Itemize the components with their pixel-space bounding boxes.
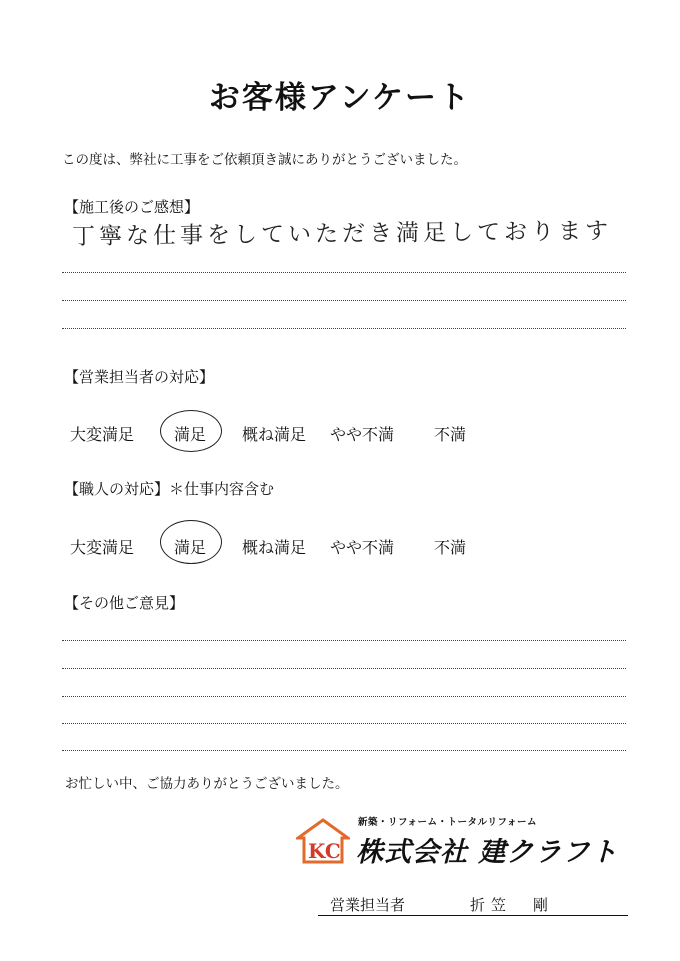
craft-option-mostly-satisfied: 概ね満足 [242,538,307,557]
section-craftsman-heading: 【職人の対応】＊仕事内容含む [64,480,275,498]
company-logo [296,818,350,864]
craft-option-somewhat-dissatisfied: やや不満 [330,538,395,557]
sales-option-satisfied: 満足 [174,425,207,444]
sales-rep-name: 折笠 剛 [470,896,555,914]
craft-option-satisfied: 満足 [174,538,207,557]
other-line-5 [62,750,626,751]
answer-line-3 [62,328,626,329]
answer-line-2 [62,300,626,301]
craft-option-dissatisfied: 不満 [434,538,467,557]
page-title: お客様アンケート [208,80,472,116]
sales-option-somewhat-dissatisfied: やや不満 [330,425,395,444]
section-impressions-heading: 【施工後のご感想】 [64,198,200,216]
other-line-3 [62,696,626,697]
craft-option-very-satisfied: 大変満足 [70,538,135,557]
company-tagline: 新築・リフォーム・トータルリフォーム [358,817,538,828]
sales-option-very-satisfied: 大変満足 [70,425,135,444]
intro-text: この度は、弊社に工事をご依頼頂き誠にありがとうございました。 [62,152,467,168]
other-line-2 [62,668,626,669]
logo-letters: KC [308,839,341,863]
section-other-heading: 【その他ご意見】 [64,594,185,612]
sales-selected-circle [160,410,222,452]
sales-rep-label: 営業担当者 [330,896,406,914]
closing-text: お忙しい中、ご協力ありがとうございました。 [65,776,349,792]
section-sales-heading: 【営業担当者の対応】 [64,368,215,386]
other-line-1 [62,640,626,641]
craft-selected-circle [160,520,222,564]
sales-option-dissatisfied: 不満 [434,425,467,444]
sales-option-mostly-satisfied: 概ね満足 [242,425,307,444]
other-line-4 [62,723,626,724]
handwritten-answer: 丁寧な仕事をしていただき満足しております [71,218,613,250]
signature-underline [318,915,628,916]
house-logo-icon [296,818,350,864]
answer-line-1 [62,272,626,273]
company-name: 株式会社 建クラフト [356,837,619,868]
